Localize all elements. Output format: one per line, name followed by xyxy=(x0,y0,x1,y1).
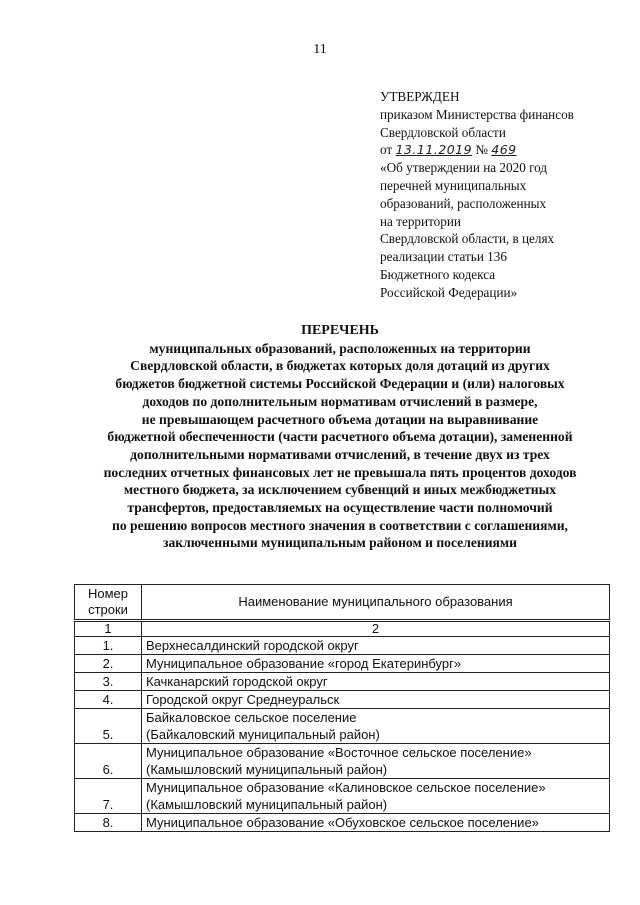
table-row xyxy=(75,673,610,691)
title-line-12: заключенными муниципальным районом и поселениями xyxy=(163,535,517,551)
approval-subject-7: Бюджетного кодекса xyxy=(380,266,496,282)
header-num-line-1: Номер xyxy=(87,586,128,601)
title-heading: ПЕРЕЧЕНЬ xyxy=(301,323,379,338)
row-name xyxy=(142,779,610,814)
title-line-11: по решению вопросов местного значения в соответствии с соглашениями, xyxy=(112,517,568,533)
row-name: Верхнесалдинский городской округ xyxy=(142,637,610,655)
number-prefix: № xyxy=(475,142,488,158)
municipalities-table xyxy=(74,584,610,832)
approval-line-2: Свердловской области xyxy=(380,124,506,140)
date-prefix: от xyxy=(380,142,393,158)
table-index-row xyxy=(75,621,610,637)
row-number: 4. xyxy=(75,691,142,709)
row-number: 5. xyxy=(75,709,142,744)
table-row xyxy=(75,744,610,779)
page-number: 11 xyxy=(313,42,327,57)
row-name-line-2: (Байкаловский муниципальный район) xyxy=(146,727,380,742)
title-line-5: не превышающем расчетного объема дотации на выравнивание xyxy=(141,411,539,427)
title-line-8: последних отчетных финансовых лет не превышала пять процентов доходов xyxy=(103,464,577,480)
table-row xyxy=(75,655,610,673)
row-number: 3. xyxy=(75,673,142,691)
index-col-1: 1 xyxy=(75,621,142,637)
title-line-6: бюджетной обеспеченности (части расчетного объема дотации), замененной xyxy=(107,429,573,445)
table-header-row xyxy=(75,585,610,621)
row-number: 8. xyxy=(75,814,142,832)
approval-subject-6: реализации статьи 136 xyxy=(380,249,507,265)
header-num-line-2: строки xyxy=(88,602,128,617)
row-name: Муниципальное образование «Обуховское сельское поселение» xyxy=(142,814,610,832)
title-line-4: доходов по дополнительным нормативам отчислений в размере, xyxy=(142,393,538,409)
row-name-line-1: Байкаловское сельское поселение xyxy=(146,710,357,725)
handwritten-date: 13.11.2019 xyxy=(395,142,473,158)
row-name: Городской округ Среднеуральск xyxy=(142,691,610,709)
table-row xyxy=(75,691,610,709)
row-name-line-2: (Камышловский муниципальный район) xyxy=(146,762,388,777)
approval-date-line xyxy=(380,141,620,159)
approval-subject-1: «Об утверждении на 2020 год xyxy=(380,160,548,176)
table-row xyxy=(75,637,610,655)
header-row-number xyxy=(75,585,142,621)
approval-subject-8: Российской Федерации» xyxy=(380,284,518,300)
row-name-line-1: Муниципальное образование «Калиновское сельское поселение» xyxy=(146,780,546,795)
table-row xyxy=(75,779,610,814)
table-row xyxy=(75,814,610,832)
document-title xyxy=(40,322,640,552)
approval-line-1: приказом Министерства финансов xyxy=(380,106,574,122)
row-name xyxy=(142,744,610,779)
row-number: 6. xyxy=(75,744,142,779)
row-number: 7. xyxy=(75,779,142,814)
header-name: Наименование муниципального образования xyxy=(142,585,610,621)
approval-heading: УТВЕРЖДЕН xyxy=(380,89,460,104)
approval-subject-3: образований, расположенных xyxy=(380,195,547,211)
handwritten-number: 469 xyxy=(491,142,517,158)
title-line-9: местного бюджета, за исключением субвенций и иных межбюджетных xyxy=(123,482,557,498)
title-line-2: Свердловской области, в бюджетах которых доля дотаций из других xyxy=(130,358,550,374)
row-name-line-1: Муниципальное образование «Восточное сельское поселение» xyxy=(146,745,532,760)
row-name: Муниципальное образование «город Екатеринбург» xyxy=(142,655,610,673)
approval-subject-2: перечней муниципальных xyxy=(380,177,527,193)
title-line-3: бюджетов бюджетной системы Российской Федерации и (или) налоговых xyxy=(115,376,565,392)
row-name xyxy=(142,709,610,744)
row-name: Качканарский городской округ xyxy=(142,673,610,691)
title-line-1: муниципальных образований, расположенных на территории xyxy=(149,340,531,356)
title-line-10: трансфертов, предоставляемых на осуществление части полномочий xyxy=(127,500,553,516)
title-line-7: дополнительными нормативами отчислений, в течение двух из трех xyxy=(130,446,550,462)
row-name-line-2: (Камышловский муниципальный район) xyxy=(146,797,388,812)
approval-subject-5: Свердловской области, в целях xyxy=(380,231,555,247)
table-row xyxy=(75,709,610,744)
index-col-2: 2 xyxy=(142,621,610,637)
approval-subject-4: на территории xyxy=(380,213,461,229)
approval-block xyxy=(380,88,620,302)
row-number: 2. xyxy=(75,655,142,673)
row-number: 1. xyxy=(75,637,142,655)
